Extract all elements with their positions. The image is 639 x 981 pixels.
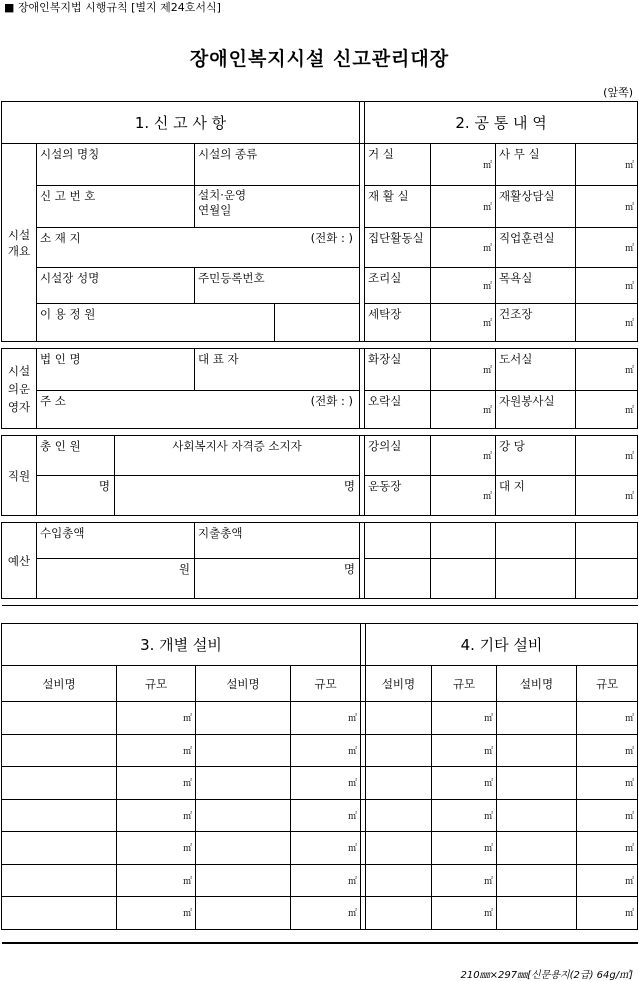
common-room: 사 무 실	[496, 144, 576, 186]
common-room: 재 활 실	[365, 186, 431, 228]
unit-m2: ㎡	[576, 304, 638, 342]
equipment-name-cell[interactable]	[366, 864, 432, 897]
corporation-name-cell[interactable]: 법 인 명	[37, 349, 195, 391]
equipment-name-cell[interactable]	[366, 734, 432, 767]
staff-label: 직원	[2, 436, 37, 516]
unit-m2[interactable]: ㎡	[432, 864, 497, 897]
equipment-row	[2, 734, 638, 767]
equipment-name-cell[interactable]	[497, 734, 577, 767]
equipment-name-cell[interactable]	[366, 799, 432, 832]
equipment-name-cell[interactable]	[196, 767, 291, 800]
unit-m2: ㎡	[431, 391, 496, 429]
operator-address-label: 주 소	[40, 394, 66, 408]
unit-m2: ㎡	[431, 186, 496, 228]
section-2-title: 2. 공 통 내 역	[365, 102, 638, 144]
common-room: 화장실	[365, 349, 431, 391]
equipment-row	[2, 832, 638, 865]
representative-cell[interactable]: 대 표 자	[195, 349, 360, 391]
equipment-name-cell[interactable]	[497, 767, 577, 800]
unit-m2[interactable]: ㎡	[117, 734, 196, 767]
equipment-row	[2, 799, 638, 832]
col-head: 규모	[577, 666, 638, 702]
resident-number-cell[interactable]: 주민등록번호	[195, 268, 360, 304]
col-head: 설비명	[497, 666, 577, 702]
unit-m2[interactable]: ㎡	[291, 832, 361, 865]
facility-type-cell[interactable]: 시설의 종류	[195, 144, 360, 186]
unit-m2[interactable]: ㎡	[291, 767, 361, 800]
unit-m2: ㎡	[431, 476, 496, 516]
equipment-name-cell[interactable]	[196, 734, 291, 767]
equipment-name-cell[interactable]	[2, 864, 117, 897]
section-4-title: 4. 기타 설비	[366, 624, 638, 666]
operator-phone-label: (전화 : )	[310, 394, 354, 408]
capacity-cell[interactable]: 이 용 정 원	[37, 304, 275, 342]
expense-cell[interactable]: 지출총액	[195, 523, 360, 559]
unit-m2[interactable]: ㎡	[117, 799, 196, 832]
common-room: 건조장	[496, 304, 576, 342]
equipment-name-cell[interactable]	[2, 832, 117, 865]
unit-m2[interactable]: ㎡	[432, 897, 497, 930]
common-room: 운동장	[365, 476, 431, 516]
equipment-name-cell[interactable]	[2, 897, 117, 930]
unit-m2[interactable]: ㎡	[577, 799, 638, 832]
unit-m2[interactable]: ㎡	[291, 734, 361, 767]
unit-m2[interactable]: ㎡	[577, 767, 638, 800]
equipment-row	[2, 864, 638, 897]
equipment-name-cell[interactable]	[2, 734, 117, 767]
common-room: 재활상담실	[496, 186, 576, 228]
unit-m2: ㎡	[431, 436, 496, 476]
equipment-name-cell[interactable]	[497, 799, 577, 832]
unit-m2[interactable]: ㎡	[291, 799, 361, 832]
equipment-name-cell[interactable]	[2, 799, 117, 832]
unit-m2: ㎡	[576, 476, 638, 516]
unit-m2[interactable]: ㎡	[291, 897, 361, 930]
director-name-cell[interactable]: 시설장 성명	[37, 268, 195, 304]
equipment-name-cell[interactable]	[2, 702, 117, 735]
unit-m2[interactable]: ㎡	[117, 864, 196, 897]
common-room: 강 당	[496, 436, 576, 476]
facility-name-cell[interactable]: 시설의 명칭	[37, 144, 195, 186]
equipment-name-cell[interactable]	[366, 897, 432, 930]
equipment-name-cell[interactable]	[497, 864, 577, 897]
budget-label: 예산	[2, 523, 37, 599]
section-3-title: 3. 개별 설비	[2, 624, 361, 666]
equipment-name-cell[interactable]	[196, 864, 291, 897]
common-room: 조리실	[365, 268, 431, 304]
unit-m2[interactable]: ㎡	[117, 897, 196, 930]
common-room: 목욕실	[496, 268, 576, 304]
form-header: ■ 장애인복지법 시행규칙 [별지 제24호서식]	[4, 1, 221, 14]
unit-m2[interactable]: ㎡	[432, 734, 497, 767]
unit-m2: ㎡	[576, 144, 638, 186]
common-room: 대 지	[496, 476, 576, 516]
common-room: 직업훈련실	[496, 228, 576, 268]
unit-m2: ㎡	[576, 391, 638, 429]
phone-label: (전화 : )	[310, 231, 354, 245]
equipment-row	[2, 897, 638, 930]
common-room: 강의실	[365, 436, 431, 476]
staff-total-cell[interactable]: 총 인 원	[37, 436, 115, 476]
established-date-cell[interactable]: 설치·운영 연월일	[195, 186, 360, 228]
overview-label: 시설 개요	[2, 144, 37, 342]
unit-m2[interactable]: ㎡	[432, 767, 497, 800]
registration-number-cell[interactable]: 신 고 번 호	[37, 186, 195, 228]
unit-m2[interactable]: ㎡	[291, 864, 361, 897]
col-head: 규모	[117, 666, 196, 702]
unit-m2[interactable]: ㎡	[577, 832, 638, 865]
unit-m2: ㎡	[576, 268, 638, 304]
equipment-row	[2, 767, 638, 800]
unit-m2: ㎡	[576, 228, 638, 268]
equipment-table	[1, 623, 638, 944]
equipment-name-cell[interactable]	[366, 832, 432, 865]
col-head: 설비명	[196, 666, 291, 702]
common-room: 세탁장	[365, 304, 431, 342]
section-1-title: 1. 신 고 사 항	[2, 102, 360, 144]
unit-m2[interactable]: ㎡	[117, 767, 196, 800]
unit-m2[interactable]: ㎡	[577, 897, 638, 930]
unit-m2[interactable]: ㎡	[577, 734, 638, 767]
common-room: 집단활동실	[365, 228, 431, 268]
unit-m2[interactable]: ㎡	[432, 799, 497, 832]
unit-m2: ㎡	[431, 228, 496, 268]
unit-m2: ㎡	[431, 268, 496, 304]
unit-m2: ㎡	[576, 186, 638, 228]
equipment-name-cell[interactable]	[196, 799, 291, 832]
unit-m2[interactable]: ㎡	[432, 832, 497, 865]
operator-label: 시설 의운 영자	[2, 349, 37, 429]
equipment-name-cell[interactable]	[2, 767, 117, 800]
social-worker-unit: 명	[115, 476, 360, 516]
unit-m2: ㎡	[431, 304, 496, 342]
front-label: (앞쪽)	[603, 86, 633, 99]
unit-m2[interactable]: ㎡	[577, 864, 638, 897]
equipment-rows	[2, 702, 638, 930]
unit-m2[interactable]: ㎡	[117, 832, 196, 865]
income-unit: 원	[37, 559, 195, 599]
unit-m2: ㎡	[431, 144, 496, 186]
equipment-name-cell[interactable]	[196, 702, 291, 735]
unit-m2[interactable]: ㎡	[432, 702, 497, 735]
equipment-name-cell[interactable]	[366, 767, 432, 800]
equipment-name-cell[interactable]	[497, 897, 577, 930]
equipment-name-cell[interactable]	[497, 832, 577, 865]
equipment-name-cell[interactable]	[497, 702, 577, 735]
col-head: 설비명	[2, 666, 117, 702]
expense-unit: 명	[195, 559, 360, 599]
col-head: 설비명	[366, 666, 432, 702]
income-cell[interactable]: 수입총액	[37, 523, 195, 559]
equipment-row	[2, 702, 638, 735]
staff-total-unit: 명	[37, 476, 115, 516]
paper-spec: 210㎜×297㎜[신문용지(2급) 64g/㎡]	[460, 970, 633, 981]
unit-m2: ㎡	[576, 349, 638, 391]
unit-m2: ㎡	[431, 349, 496, 391]
unit-m2: ㎡	[576, 436, 638, 476]
common-room: 자원봉사실	[496, 391, 576, 429]
col-head: 규모	[291, 666, 361, 702]
common-room: 오락실	[365, 391, 431, 429]
operator-address-cell[interactable]	[37, 391, 360, 429]
equipment-name-cell[interactable]	[196, 897, 291, 930]
page-title: 장애인복지시설 신고관리대장	[189, 48, 450, 70]
address-cell[interactable]	[37, 228, 360, 268]
equipment-name-cell[interactable]	[196, 832, 291, 865]
unit-m2[interactable]: ㎡	[117, 702, 196, 735]
common-room: 도서실	[496, 349, 576, 391]
equipment-name-cell[interactable]	[366, 702, 432, 735]
col-head: 규모	[432, 666, 497, 702]
register-table	[1, 101, 638, 606]
social-worker-cell[interactable]: 사회복지사 자격증 소지자	[115, 436, 360, 476]
address-label: 소 재 지	[40, 231, 81, 245]
unit-m2[interactable]: ㎡	[291, 702, 361, 735]
unit-m2[interactable]: ㎡	[577, 702, 638, 735]
common-room: 거 실	[365, 144, 431, 186]
